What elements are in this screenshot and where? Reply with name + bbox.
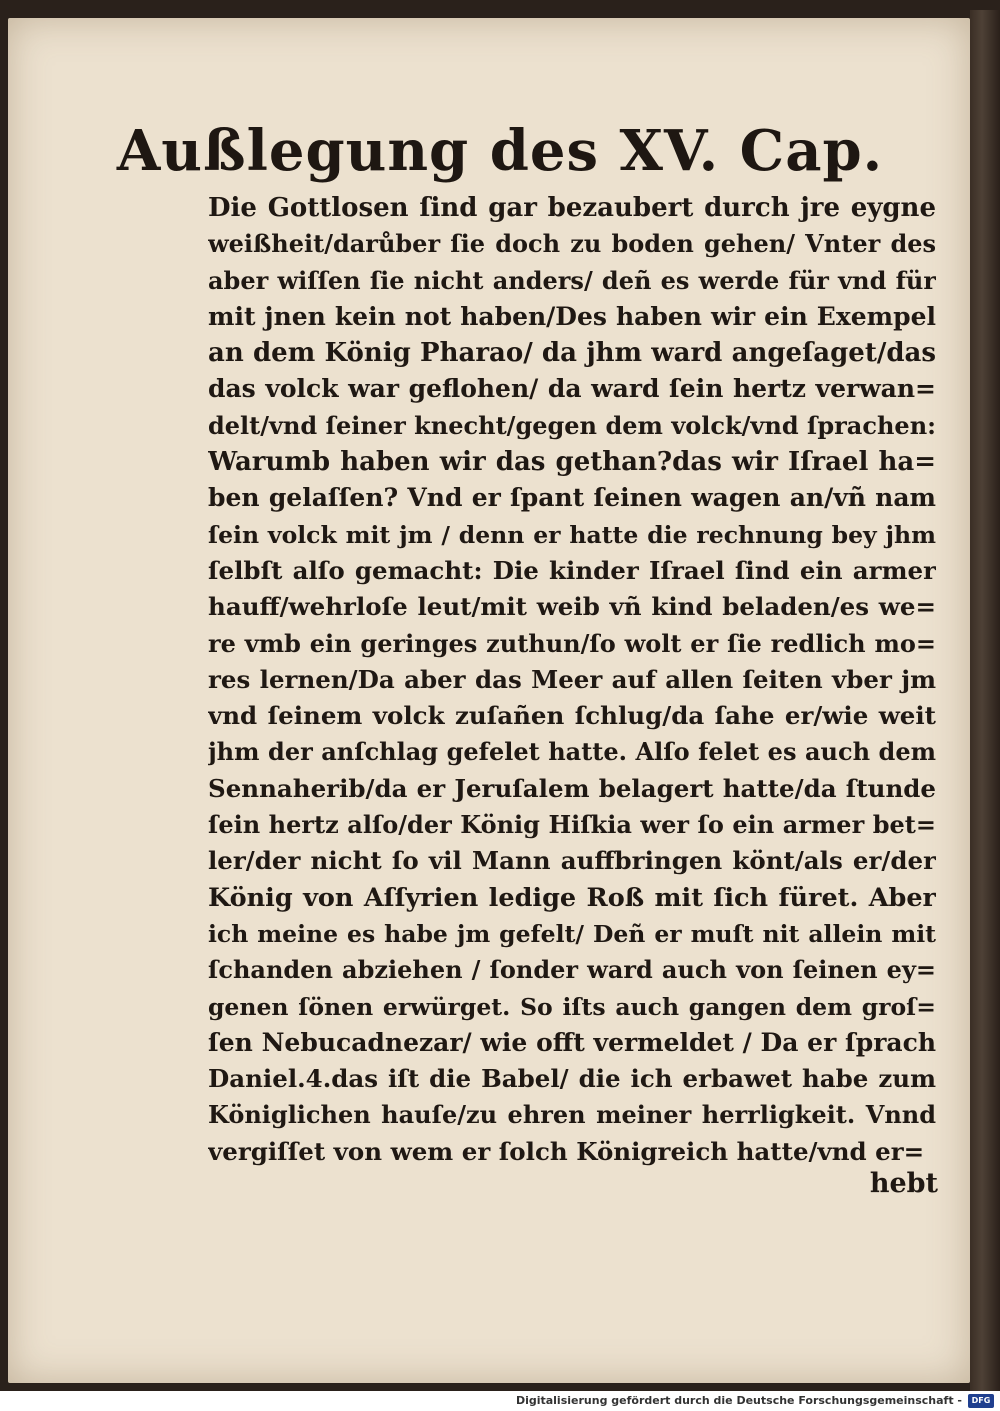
text-line: res lernen/Da aber das Meer auf allen ſeiten vber jm bbox=[208, 664, 936, 694]
text-line: vergiſſet von wem er ſolch Königreich hatte/vnd er= bbox=[208, 1136, 925, 1166]
text-line: ſchanden abziehen / ſonder ward auch von ſeinen ey= bbox=[208, 955, 936, 985]
text-line: ſein hertz alſo/der König Hiſkia wer ſo ein armer bet= bbox=[208, 810, 936, 840]
text-line: an dem König Pharao/ da jhm ward angeſaget/das bbox=[208, 338, 936, 369]
text-line: Die Gottlosen ſind gar bezaubert durch jre eygne bbox=[208, 193, 936, 223]
text-line: aber wiſſen ſie nicht anders/ deñ es werde für vnd für bbox=[208, 265, 936, 295]
text-line: hauff/wehrloſe leut/mit weib vñ kind beladen/es we= bbox=[208, 592, 936, 622]
text-line: König von Aſſyrien ledige Roß mit ſich füret. Aber bbox=[208, 882, 936, 913]
text-line: Warumb haben wir das gethan?das wir Iſrael ha= bbox=[208, 447, 936, 478]
dfg-logo: DFG bbox=[968, 1394, 994, 1408]
footer-credit: Digitalisierung gefördert durch die Deutsche Forschungsgemeinschaft - bbox=[515, 1394, 962, 1407]
text-line: delt/vnd ſeiner knecht/gegen dem volck/vnd ſprachen: bbox=[208, 410, 936, 440]
page-heading: Außlegung des XV. Cap. bbox=[116, 118, 884, 184]
text-line: ſein volck mit jm / denn er hatte die rechnung bey jhm bbox=[208, 520, 936, 549]
text-line: ſelbſt alſo gemacht: Die kinder Iſrael ſind ein armer bbox=[208, 555, 936, 585]
text-line: ich meine es habe jm gefelt/ Deñ er muſt nit allein mit bbox=[208, 919, 936, 948]
text-line: ben gelaſſen? Vnd er ſpant ſeinen wagen an/vñ nam bbox=[208, 483, 936, 513]
text-line: Königlichen hauſe/zu ehren meiner herrligkeit. Vnnd bbox=[208, 1100, 936, 1130]
text-line: das volck war geflohen/ da ward ſein hertz verwan= bbox=[208, 374, 936, 404]
book-binding bbox=[970, 10, 1000, 1391]
text-line: vnd ſeinem volck zuſañen ſchlug/da ſahe er/wie weit bbox=[208, 701, 936, 731]
text-line: ſen Nebucadnezar/ wie offt vermeldet / Da er ſprach bbox=[208, 1027, 936, 1057]
text-line: genen ſönen erwürget. So iſts auch gangen dem groſ= bbox=[208, 992, 936, 1021]
text-line: re vmb ein geringes zuthun/ſo wolt er ſie redlich mo= bbox=[208, 628, 936, 658]
text-line: weißheit/darůber ſie doch zu boden gehen/ Vnter des bbox=[208, 229, 936, 259]
body-text bbox=[208, 190, 936, 1170]
text-line: ler/der nicht ſo vil Mann auffbringen könt/als er/der bbox=[208, 846, 936, 876]
text-line: Sennaherib/da er Jeruſalem belagert hatte/da ſtunde bbox=[208, 773, 936, 803]
text-line: jhm der anſchlag gefelet hatte. Alſo felet es auch dem bbox=[208, 737, 936, 767]
footer-bar bbox=[0, 1391, 1000, 1411]
catchword: hebt bbox=[869, 1168, 938, 1199]
text-line: Daniel.4.das iſt die Babel/ die ich erbawet habe zum bbox=[208, 1064, 936, 1094]
text-line: mit jnen kein not haben/Des haben wir ein Exempel bbox=[208, 301, 936, 331]
